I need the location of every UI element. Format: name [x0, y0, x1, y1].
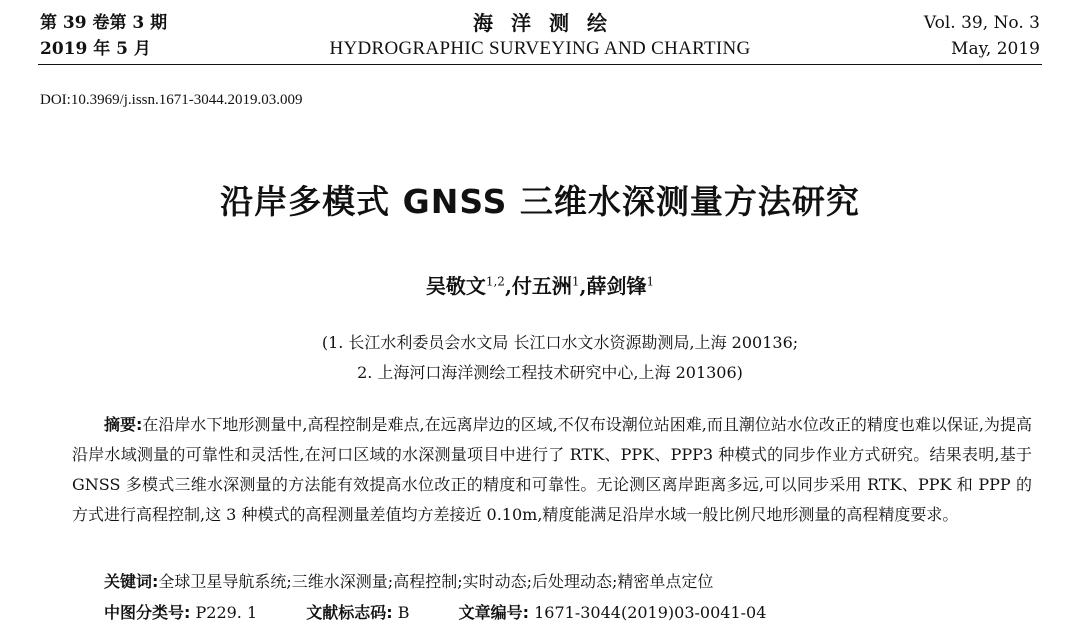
- clc-value: P229. 1: [195, 603, 258, 622]
- article-number: [459, 600, 767, 623]
- keywords-label: 关键词:: [104, 572, 159, 591]
- header-divider: [38, 64, 1042, 65]
- affiliation-1: (1. 长江水利委员会水文局 长江口水文水资源勘测局,上海 200136;: [321, 333, 799, 352]
- author-affiliation-mark: 1: [571, 274, 580, 289]
- clc-number: [104, 600, 257, 623]
- keywords: [104, 569, 713, 592]
- doc-value: B: [397, 603, 410, 622]
- author-separator: ,: [504, 274, 512, 298]
- author-affiliation-mark: 1,2: [485, 274, 505, 289]
- doi: DOI:10.3969/j.issn.1671-3044.2019.03.009: [40, 92, 303, 108]
- author-list: [0, 270, 1080, 299]
- abstract-text: 在沿岸水下地形测量中,高程控制是难点,在远离岸边的区域,不仅布设潮位站困难,而且潮位站水位改正的精度也难以保证,为提高沿岸水域测量的可靠性和灵活性,在河口区域的水深测量项目中进行了 RTK、PPK、PPP3 种模式的同步作业方式研究。结果表明,基于 GNSS 多模式三维水深测量的方法能有效提高水位改正的精度和可靠性。无论测区离岸距离多远,可以同步采用 RTK、PPK 和 PPP 的方式进行高程控制,这 3 种模式的高程测量差值均方差接近 0.10m,精度能满足沿岸水域一般比例尺地形测量的高程精度要求。: [72, 415, 1032, 524]
- clc-label: 中图分类号:: [104, 603, 191, 622]
- journal-name-en: HYDROGRAPHIC SURVEYING AND CHARTING: [329, 38, 751, 59]
- date-cn: 2019 年 5 月: [40, 39, 151, 59]
- author-affiliation-mark: 1: [646, 274, 655, 289]
- author-name: 薛剑锋: [586, 274, 647, 298]
- author-name: 吴敬文: [425, 274, 486, 298]
- journal-name: [0, 10, 1080, 62]
- affiliation-2: 2. 上海河口海洋测绘工程技术研究中心,上海 201306): [357, 363, 743, 382]
- doc-label: 文献标志码:: [306, 603, 393, 622]
- article-label: 文章编号:: [458, 603, 530, 622]
- volume-issue-en: Vol. 39, No. 3: [923, 13, 1040, 33]
- article-value: 1671-3044(2019)03-0041-04: [534, 603, 767, 622]
- volume-issue-cn: 第 39 卷第 3 期: [40, 13, 168, 33]
- journal-name-cn: 海洋测绘: [473, 11, 625, 35]
- keywords-text: 全球卫星导航系统;三维水深测量;高程控制;实时动态;后处理动态;精密单点定位: [158, 572, 714, 591]
- document-code: [306, 600, 409, 623]
- abstract-label: 摘要:: [104, 415, 143, 434]
- author-separator: ,: [579, 274, 587, 298]
- abstract: [72, 410, 1032, 530]
- classification-line: [104, 600, 766, 623]
- author-name: 付五洲: [511, 274, 572, 298]
- issue-info-en: [924, 10, 1040, 62]
- date-en: May, 2019: [951, 39, 1040, 59]
- paper-title: 沿岸多模式 GNSS 三维水深测量方法研究: [220, 182, 860, 221]
